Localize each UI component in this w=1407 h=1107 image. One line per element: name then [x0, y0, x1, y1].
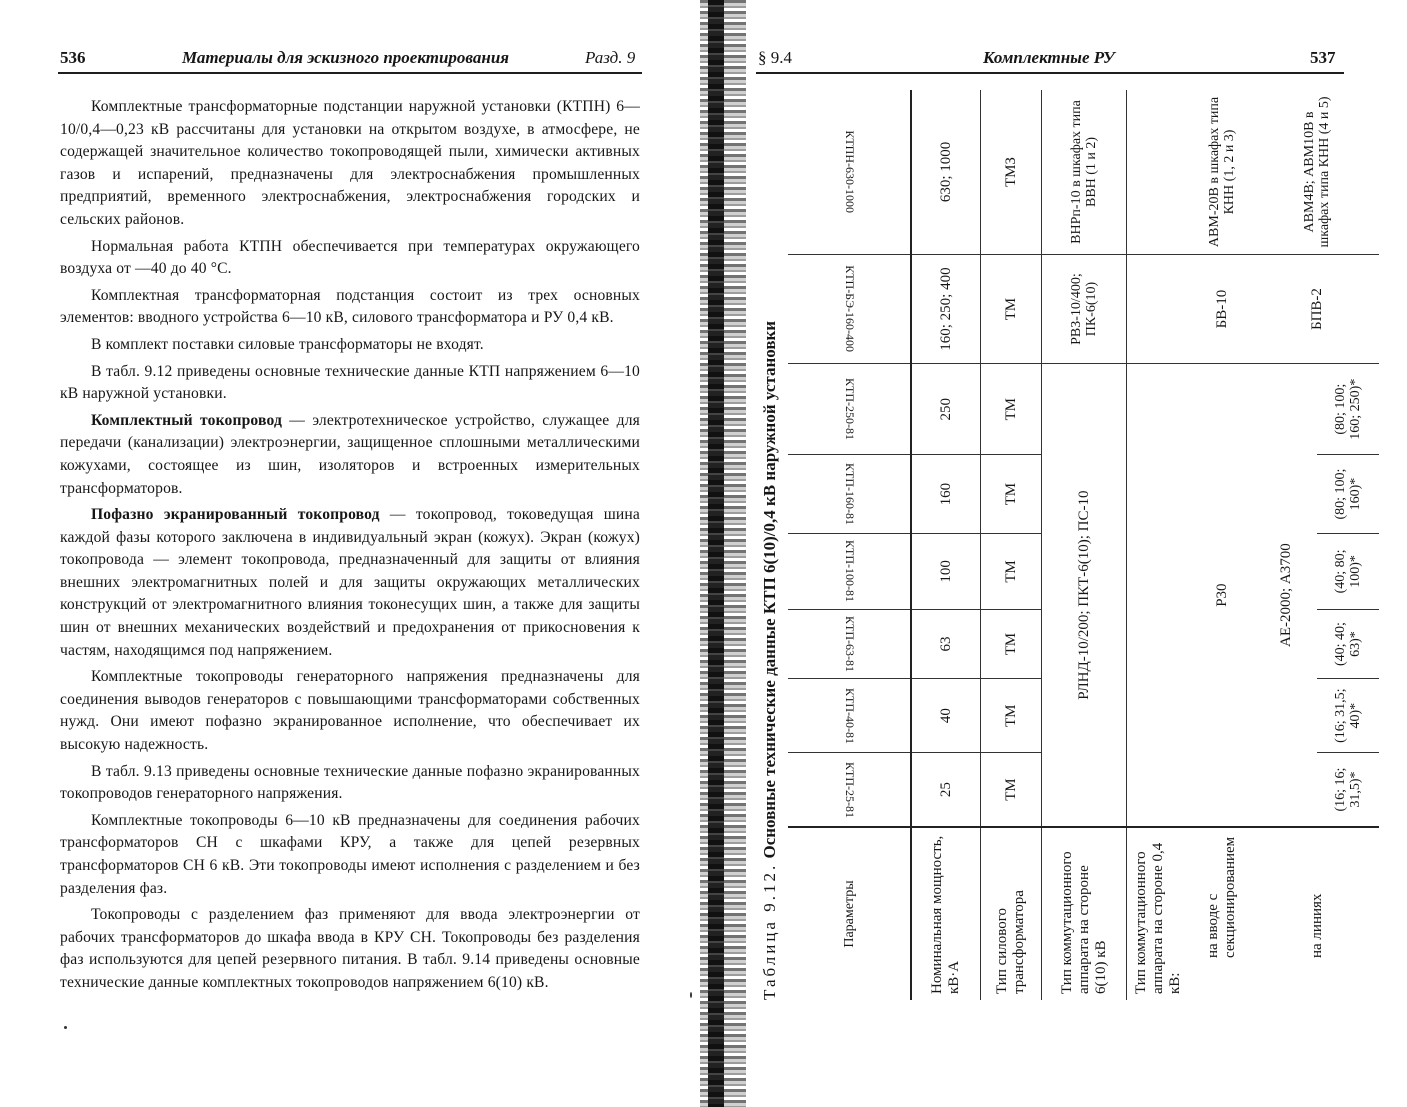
row-label: Тип коммутационного аппарата на стороне 6(10) кВ: [1042, 827, 1127, 1000]
scan-speck: [690, 992, 692, 998]
table-cell: 160; 250; 400: [911, 254, 981, 363]
table-cell-merged: Р30: [1189, 364, 1255, 827]
table-cell: (40; 80; 100)*: [1317, 533, 1379, 609]
table-cell-merged: АЕ-2000; А3700: [1255, 364, 1317, 827]
row-label: Номинальная мощность, кВ·А: [911, 827, 981, 1000]
definition-term: Комплектный токопровод: [91, 411, 282, 429]
definition-paragraph: [60, 410, 640, 500]
running-title-right: Комплектные РУ: [983, 48, 1115, 67]
table-cell: 40: [911, 679, 981, 753]
book-spine: [708, 0, 724, 1107]
paragraph: В комплект поставки силовые трансформаторы не входят.: [91, 335, 484, 353]
section-label-right: § 9.4: [758, 48, 792, 67]
rotated-table-block: [760, 90, 1363, 1000]
table-cell-empty: [1127, 364, 1190, 827]
definition-text: — токопровод, токоведущая шина каждой фазы которого заключена в индивидуальный экран (кожух). Экран (кожух) токопровода — элемент токопровода, предназначенный для защиты от влияния внешних электромагнитных полей и для защиты окружающих металлических конструкций от электромагнитного влияния токонесущих шин, а также для защиты шин от внешних механических воздействий и предохранения от прикосновения к частям, находящимся под напряжением.: [60, 506, 640, 659]
table-cell: (40; 40; 63)*: [1317, 609, 1379, 678]
paragraph: Комплектные токопроводы генераторного напряжения предназначены для соединения выводов генераторов с повышающими трансформаторами собственных нужд. Они имеют пофазно экранированное исполнение, что обеспечивает их высокую надежность.: [60, 668, 640, 754]
column-header: КТП-160-81: [788, 455, 911, 534]
table-cell: (16; 31,5; 40)*: [1317, 679, 1379, 753]
table-cell-merged: РЛНД-10/200; ПКТ-6(10); ПС-10: [1042, 364, 1127, 827]
page-number-left: 536: [60, 48, 86, 67]
param-header: Параметры: [788, 827, 911, 1000]
table-cell: ТМ: [981, 455, 1042, 534]
table-cell: (80; 100; 160)*: [1317, 455, 1379, 534]
header-rule-right: [756, 72, 1344, 74]
table-cell: ТМ: [981, 609, 1042, 678]
table-cell: 250: [911, 364, 981, 455]
table-cell: ТМ: [981, 679, 1042, 753]
row-label: Тип коммутационного аппарата на стороне 0,4 кВ:: [1127, 827, 1190, 1000]
table-row: [911, 90, 981, 1000]
table-row: [1189, 90, 1255, 1000]
table-row: [1042, 90, 1127, 1000]
table-cell: ВНРп-10 в шкафах типа ВВН (1 и 2): [1042, 90, 1127, 254]
column-header: КТП-40-81: [788, 679, 911, 753]
column-header: КТПН-630-1000: [788, 90, 911, 254]
table-cell: 160: [911, 455, 981, 534]
column-header: КТП-25-81: [788, 753, 911, 827]
table-cell: РВЗ-10/400; ПК-6(10): [1042, 254, 1127, 363]
table-cell: ТМ: [981, 364, 1042, 455]
scan-speck: [64, 1026, 67, 1029]
table-cell: ТМЗ: [981, 90, 1042, 254]
table-cell: 25: [911, 753, 981, 827]
table-cell: (16; 16; 31,5)*: [1317, 753, 1379, 827]
table-cell: ТМ: [981, 254, 1042, 363]
column-header: КТП-БЭ-160-400: [788, 254, 911, 363]
table-row: [1255, 90, 1317, 1000]
ktp-spec-table: [788, 90, 1379, 1000]
definition-paragraph: [60, 504, 640, 662]
column-header: КТП-100-81: [788, 533, 911, 609]
table-caption-text: Основные технические данные КТП 6(10)/0,4 кВ наружной установки: [760, 320, 779, 859]
row-label: Тип силового трансформатора: [981, 827, 1042, 1000]
section-label-left: Разд. 9: [585, 48, 636, 67]
table-cell: ТМ: [981, 753, 1042, 827]
table-row: [1127, 90, 1190, 1000]
left-page: [0, 0, 700, 1107]
paragraph: Комплектная трансформаторная подстанция состоит из трех основных элементов: вводного устройства 6—10 кВ, силового трансформатора и РУ 0,4 кВ.: [60, 286, 640, 327]
table-cell: 100: [911, 533, 981, 609]
paragraph: Комплектные трансформаторные подстанции наружной установки (КТПН) 6—10/0,4—0,23 кВ рассчитаны для установки на открытом воздухе, в атмосфере, не содержащей значительное количество токопроводящей пыли, химически активных газов и испарений, предназначены для электроснабжения промышленных предприятий, временного электроснабжения, электроснабжения городских и сельских районов.: [60, 98, 640, 228]
running-title-left: Материалы для эскизного проектирования: [182, 48, 510, 67]
table-cell-empty: [1127, 90, 1190, 254]
table-cell: 630; 1000: [911, 90, 981, 254]
table-cell: БПВ-2: [1255, 254, 1379, 363]
header-rule-left: [58, 72, 642, 74]
table-caption: [760, 90, 786, 1000]
table-cell-empty: [1127, 254, 1190, 363]
left-page-body: [60, 96, 640, 999]
definition-term: Пофазно экранированный токопровод: [91, 506, 380, 524]
table-cell: АВМ-20В в шкафах типа КНН (1, 2 и 3): [1189, 90, 1255, 254]
column-header: КТП-63-81: [788, 609, 911, 678]
table-cell: БВ-10: [1189, 254, 1255, 363]
table-cell: (80; 100; 160; 250)*: [1317, 364, 1379, 455]
table-cell: 63: [911, 609, 981, 678]
row-label: на вводе с секционированием: [1189, 827, 1255, 1000]
page-number-right: 537: [1310, 48, 1336, 67]
paragraph: В табл. 9.12 приведены основные технические данные КТП напряжением 6—10 кВ наружной установки.: [60, 362, 640, 403]
table-cell: АВМ4В; АВМ10В в шкафах типа КНН (4 и 5): [1255, 90, 1379, 254]
table-caption-label: Таблица 9.12.: [760, 862, 779, 1000]
paragraph: Нормальная работа КТПН обеспечивается при температурах окружающего воздуха от —40 до 40 °С.: [60, 237, 640, 278]
paragraph: В табл. 9.13 приведены основные технические данные пофазно экранированных токопроводов генераторного напряжения.: [60, 762, 640, 803]
definition-text: — электротехническое устройство, служащее для передачи (канализации) электроэнергии, защищенное сплошными металлическими кожухами, состоящее из шин, изоляторов и встроенных измерительных трансформаторов.: [60, 411, 640, 497]
column-header: КТП-250-81: [788, 364, 911, 455]
paragraph: Токопроводы с разделением фаз применяют для ввода электроэнергии от рабочих трансформаторов до шкафа ввода в КРУ СН. Токопроводы без разделения фаз используются для цепей резервного питания. В табл. 9.14 приведены основные технические данные комплектных токопроводов напряжением 6(10) кВ.: [60, 906, 640, 991]
table-cell: ТМ: [981, 533, 1042, 609]
table-row: [981, 90, 1042, 1000]
row-label: на линиях: [1255, 827, 1379, 1000]
paragraph: Комплектные токопроводы 6—10 кВ предназначены для соединения рабочих трансформаторов СН с шкафами КРУ, а также для цепей резервных трансформаторов СН 6 кВ. Эти токопроводы имеют исполнения с разделением и без разделения фаз.: [60, 811, 640, 897]
